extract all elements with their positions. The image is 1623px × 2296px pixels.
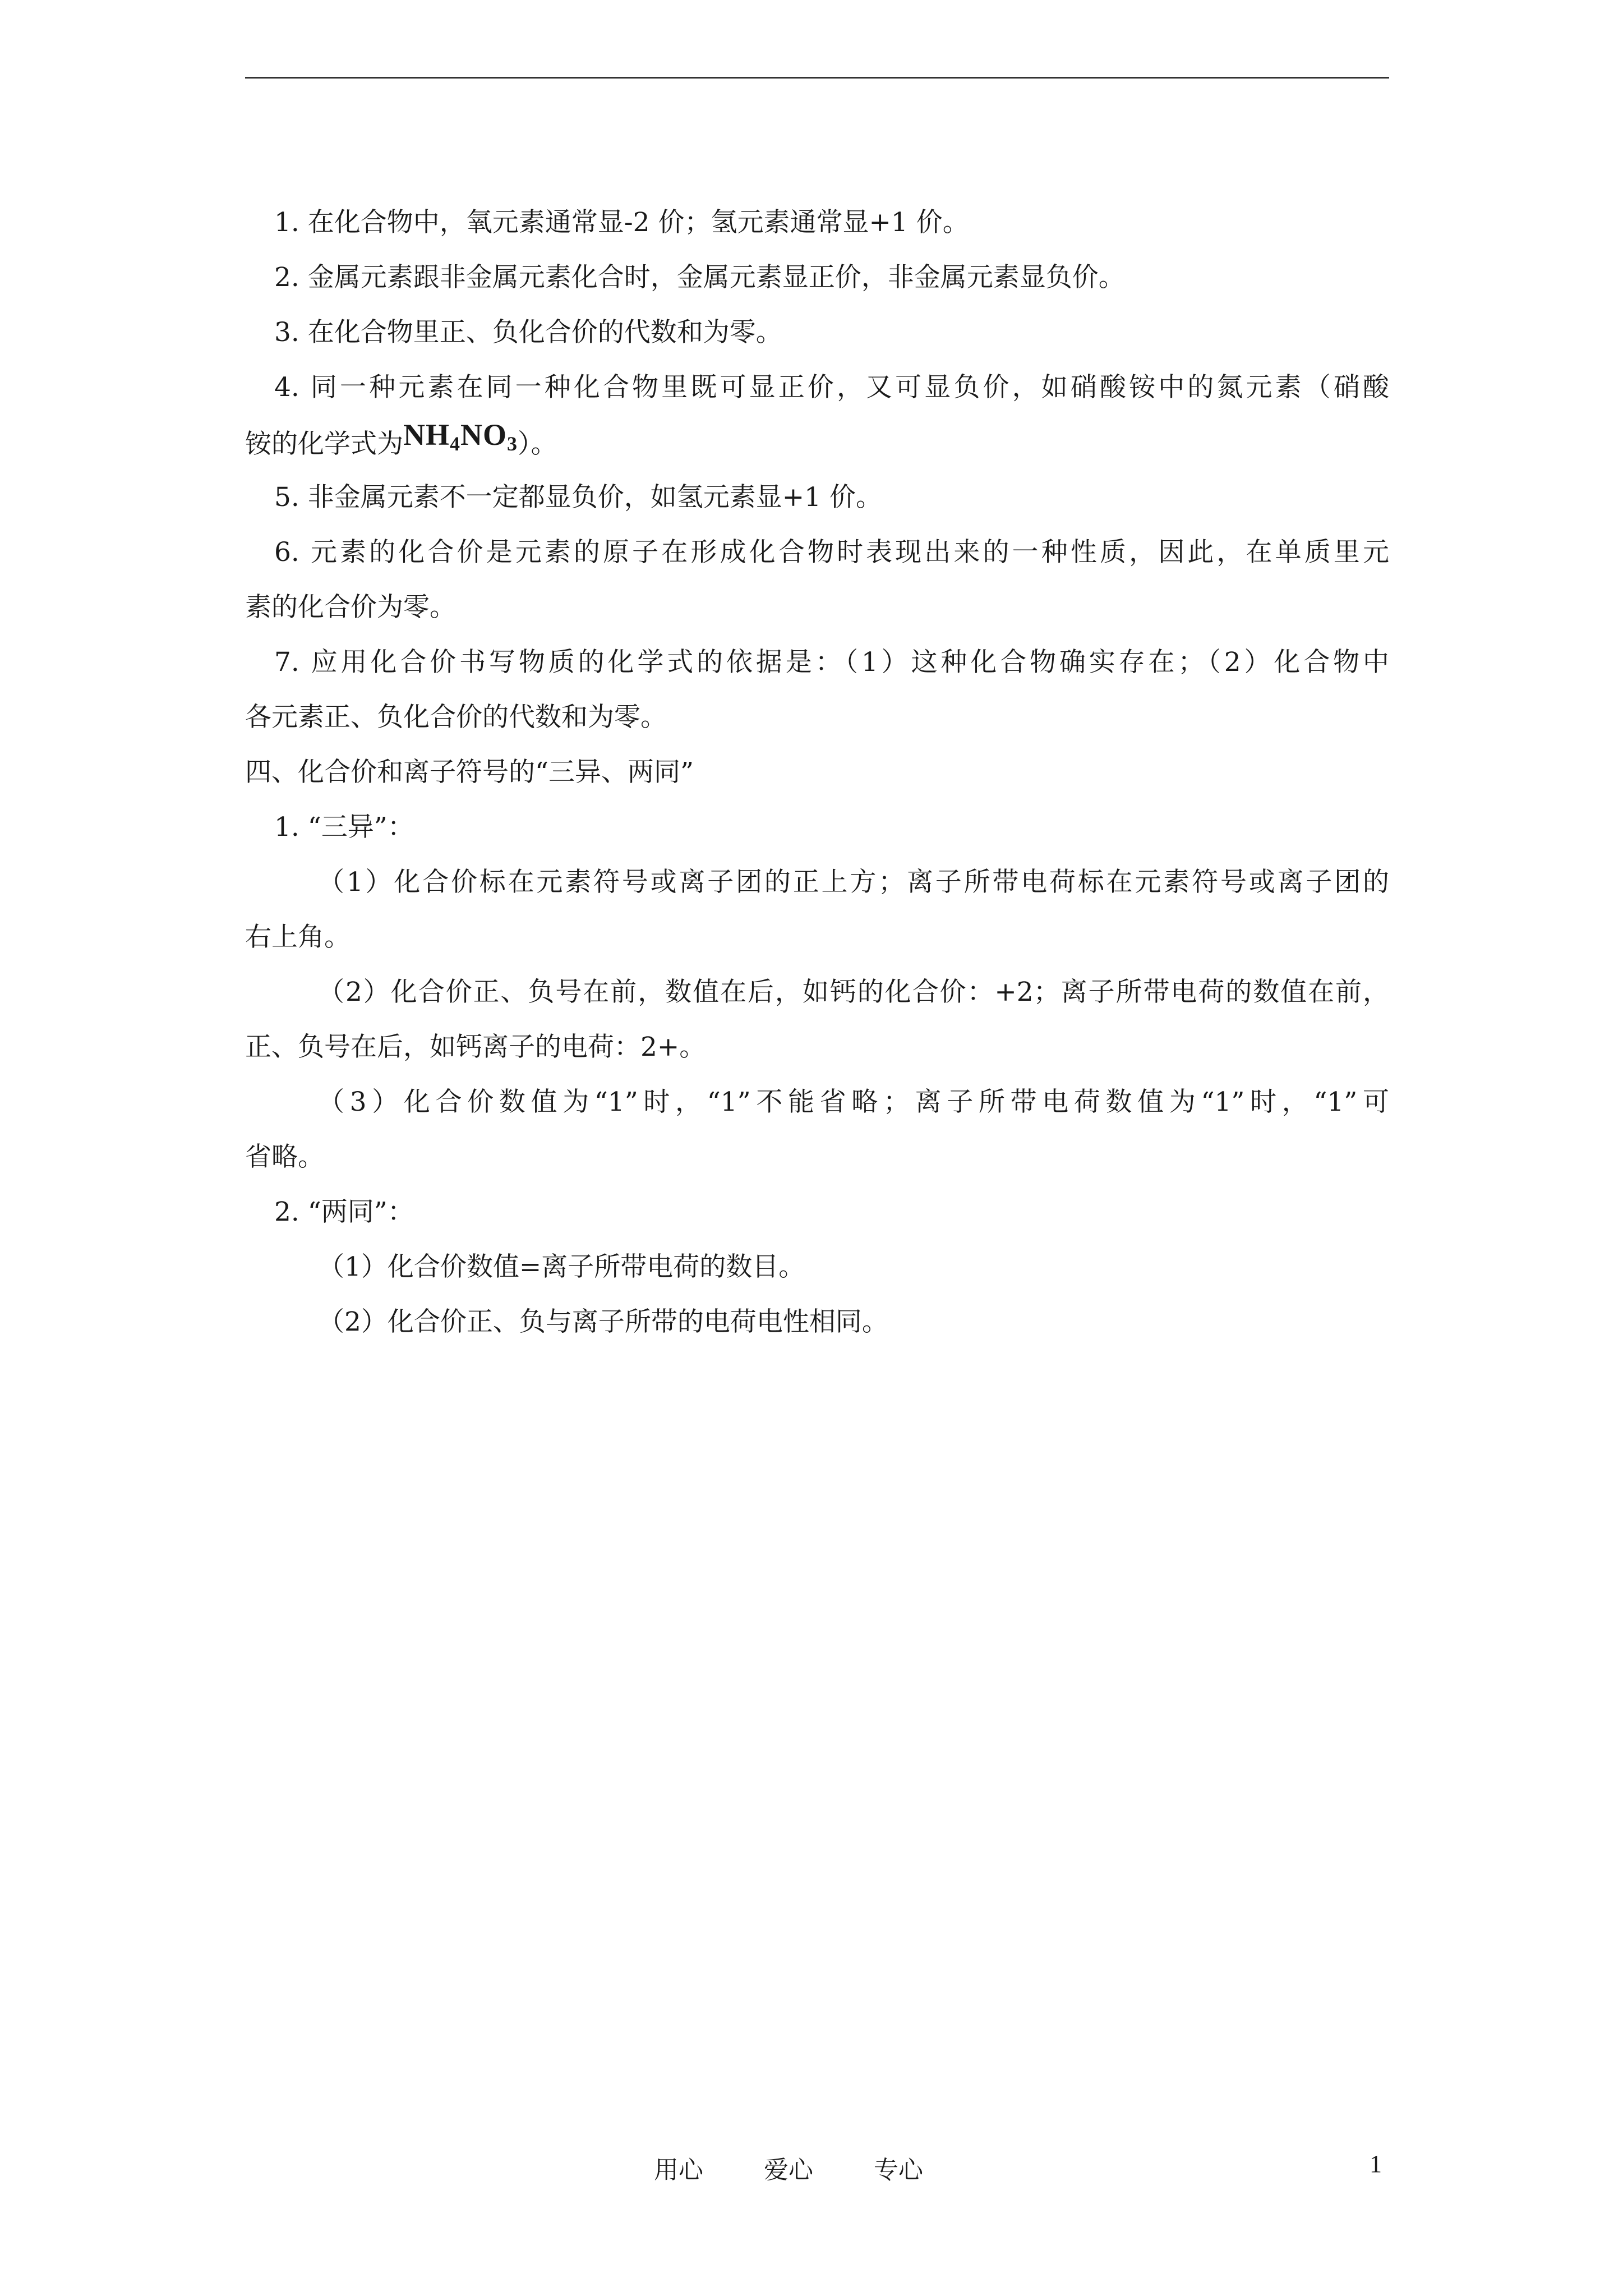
- paragraph-line: 7. 应用化合价书写物质的化学式的依据是：（1）这种化合物确实存在；（2）化合物中: [274, 647, 1389, 678]
- paragraph-line: 2. 金属元素跟非金属元素化合时，金属元素显正价，非金属元素显负价。: [274, 262, 1125, 293]
- paragraph-line: （2）化合价正、负与离子所带的电荷电性相同。: [318, 1306, 888, 1337]
- formula-trail-text: ）。: [518, 429, 557, 459]
- paragraph-line: 5. 非金属元素不一定都显负价，如氢元素显+1 价。: [274, 482, 883, 513]
- paragraph-line: （3）化合价数值为“1”时，“1”不能省略；离子所带电荷数值为“1”时，“1”可: [318, 1087, 1389, 1117]
- paragraph-line-with-formula: [245, 415, 1389, 470]
- document-body: [245, 195, 1389, 1350]
- subsection-heading: 2. “两同”：: [274, 1197, 414, 1227]
- section-heading: 四、化合价和离子符号的“三异、两同”: [245, 757, 694, 788]
- paragraph-line: （1）化合价数值=离子所带电荷的数目。: [318, 1251, 805, 1282]
- paragraph-line: 右上角。: [245, 922, 351, 953]
- paragraph-line: 6. 元素的化合价是元素的原子在形成化合物时表现出来的一种性质，因此，在单质里元: [274, 537, 1389, 568]
- paragraph-line: 省略。: [245, 1142, 324, 1172]
- footer-motto: [654, 2150, 923, 2185]
- page-footer: [0, 2150, 1623, 2183]
- paragraph-line: （1）化合价标在元素符号或离子团的正上方；离子所带电荷标在元素符号或离子团的: [318, 867, 1389, 898]
- paragraph-line: 3. 在化合物里正、负化合价的代数和为零。: [274, 317, 782, 348]
- paragraph-line: （2）化合价正、负号在前，数值在后，如钙的化合价：+2；离子所带电荷的数值在前，: [318, 977, 1389, 1007]
- header-rule: [245, 77, 1389, 79]
- motto-word: 用心: [654, 2156, 703, 2184]
- motto-word: 爱心: [764, 2156, 813, 2184]
- paragraph-line: 素的化合价为零。: [245, 592, 456, 623]
- paragraph-line: 4. 同一种元素在同一种化合物里既可显正价，又可显负价，如硝酸铵中的氮元素（硝酸: [274, 372, 1389, 403]
- page-number: 1: [1370, 2150, 1382, 2178]
- motto-word: 专心: [874, 2156, 923, 2184]
- paragraph-line: 各元素正、负化合价的代数和为零。: [245, 702, 667, 733]
- paragraph-line: 正、负号在后，如钙离子的电荷：2+。: [245, 1032, 706, 1062]
- formula-lead-text: 铵的化学式为: [245, 429, 403, 459]
- paragraph-line: 1. 在化合物中，氧元素通常显-2 价；氢元素通常显+1 价。: [274, 207, 969, 238]
- subsection-heading: 1. “三异”：: [274, 812, 414, 843]
- chemical-formula: $NH_4NO_3$: [403, 418, 518, 455]
